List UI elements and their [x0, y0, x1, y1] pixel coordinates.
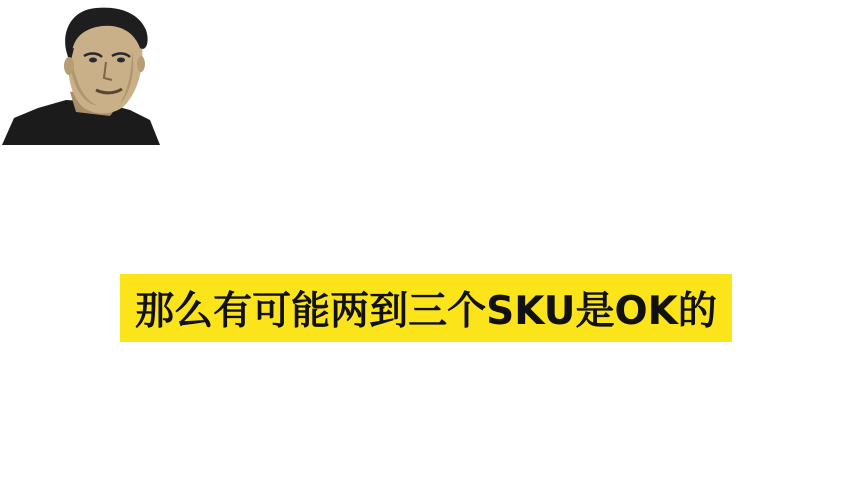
speaker-avatar-icon	[0, 0, 165, 148]
subtitle-text: 那么有可能两到三个SKU是OK的	[135, 289, 717, 334]
subtitle-caption	[120, 274, 732, 342]
